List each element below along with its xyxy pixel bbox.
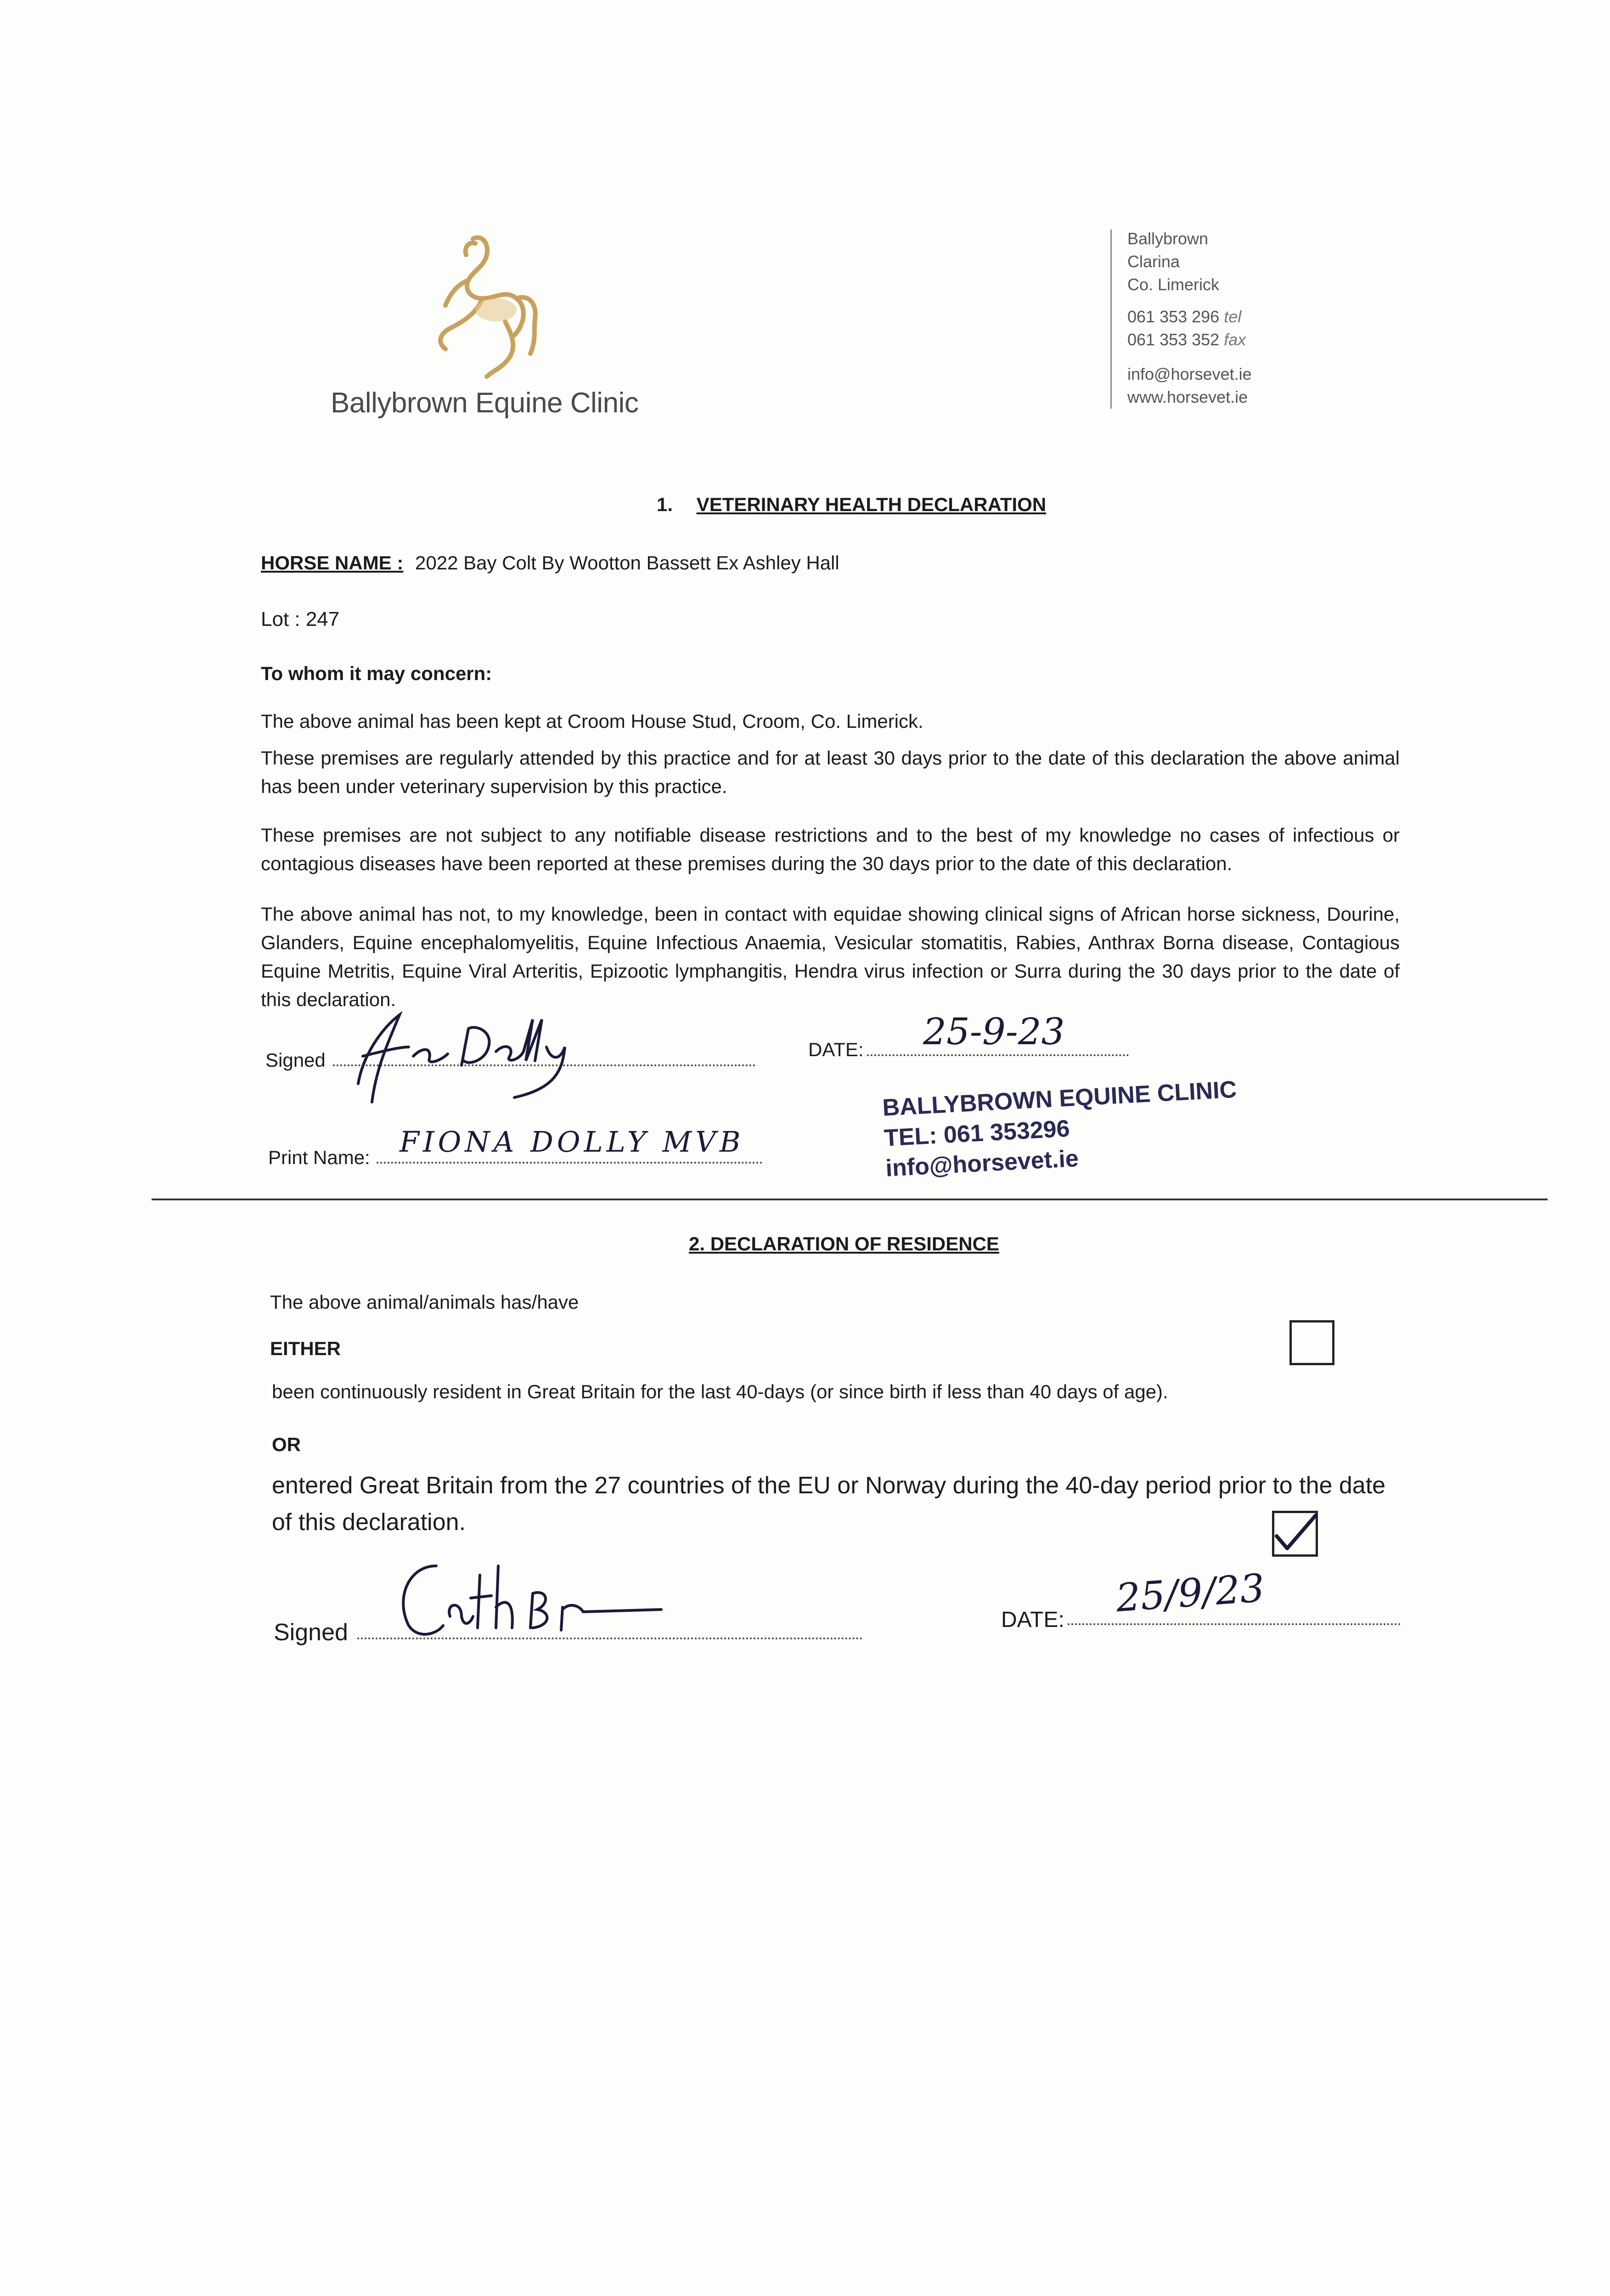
- section1-heading: [657, 494, 1046, 516]
- address-line-3: Co. Limerick: [1127, 275, 1220, 294]
- salutation: To whom it may concern:: [261, 663, 492, 684]
- fax-label: fax: [1224, 330, 1246, 349]
- section1-title: VETERINARY HEALTH DECLARATION: [696, 494, 1047, 515]
- section1-number: 1.: [657, 494, 673, 515]
- owner-date-line: [1068, 1623, 1401, 1625]
- print-name-label: Print Name:: [268, 1147, 370, 1168]
- stamp-line-2: TEL: 061 353296: [883, 1115, 1070, 1152]
- clinic-name: Ballybrown Equine Clinic: [331, 387, 639, 419]
- owner-date-label: DATE:: [1001, 1608, 1064, 1632]
- section2-title: 2. DECLARATION OF RESIDENCE: [689, 1233, 999, 1255]
- or-label: OR: [272, 1434, 301, 1455]
- address-line-2: Clarina: [1127, 252, 1180, 271]
- option1-text: been continuously resident in Great Britain for the last 40-days (or since birth if less than 40 days of age).: [272, 1381, 1168, 1402]
- fax-number: 061 353 352: [1127, 330, 1220, 349]
- vet-date-label: DATE:: [808, 1039, 864, 1060]
- vet-date-value: 25-9-23: [923, 1010, 1065, 1053]
- vet-date-line: [867, 1054, 1129, 1056]
- lot-number: Lot : 247: [261, 608, 340, 630]
- vet-signature: [331, 996, 615, 1107]
- owner-date-value: 25/9/23: [1114, 1565, 1266, 1621]
- clinic-logo-horse: [413, 230, 551, 381]
- paragraph-kept-at: The above animal has been kept at Croom House Stud, Croom, Co. Limerick.: [261, 710, 923, 732]
- tel-number: 061 353 296: [1127, 307, 1220, 326]
- vet-signed-label: Signed: [265, 1049, 326, 1071]
- print-name-line: [377, 1162, 762, 1164]
- horse-name-label: HORSE NAME :: [261, 552, 404, 574]
- horse-name-line: [261, 549, 839, 577]
- stamp-line-1: BALLYBROWN EQUINE CLINIC: [882, 1076, 1238, 1121]
- print-name-value: FIONA DOLLY MVB: [400, 1125, 744, 1159]
- option2-checkmark-icon: [1270, 1511, 1320, 1557]
- clinic-stamp: [882, 1075, 1241, 1184]
- paragraph-supervision: These premises are regularly attended by this practice and for at least 30 days prior to the date of this declaration the above animal has been under veterinary supervision by this practice.: [261, 747, 1400, 797]
- horse-name-value: 2022 Bay Colt By Wootton Bassett Ex Ashley Hall: [415, 552, 839, 574]
- section-divider: [152, 1199, 1548, 1200]
- paragraph-no-restrictions: These premises are not subject to any notifiable disease restrictions and to the best of my knowledge no cases of infectious or contagious diseases have been reported at these premises during the 30 days prior to the date of this declaration.: [261, 824, 1400, 874]
- paragraph-no-contact: The above animal has not, to my knowledge, been in contact with equidae showing clinical signs of African horse sickness, Dourine, Glanders, Equine encephalomyelitis, Equine Infectious Anaemia, Vesicular stomatitis, Rabies, Anthrax Borna disease, Contagious Equine Metritis, Equine Viral Arteritis, Epizootic lymphangitis, Hendra virus infection or Surra during the 30 days prior to the date of this declaration.: [261, 903, 1400, 1010]
- either-label: EITHER: [270, 1338, 341, 1359]
- option2-text: entered Great Britain from the 27 countries of the EU or Norway during the 40-day period prior to the date of this declaration.: [272, 1472, 1386, 1536]
- residence-intro: The above animal/animals has/have: [270, 1291, 579, 1313]
- tel-label: tel: [1224, 307, 1242, 326]
- website-address: www.horsevet.ie: [1127, 388, 1248, 406]
- address-line-1: Ballybrown: [1127, 229, 1209, 248]
- tel-line: [1127, 305, 1241, 328]
- option1-checkbox[interactable]: [1289, 1320, 1334, 1365]
- owner-signed-label: Signed: [274, 1619, 348, 1646]
- email-address: info@horsevet.ie: [1127, 365, 1252, 383]
- address-divider: [1110, 230, 1112, 409]
- fax-line: [1127, 328, 1246, 351]
- owner-signature: [381, 1548, 666, 1649]
- stamp-line-3: info@horsevet.ie: [885, 1145, 1080, 1182]
